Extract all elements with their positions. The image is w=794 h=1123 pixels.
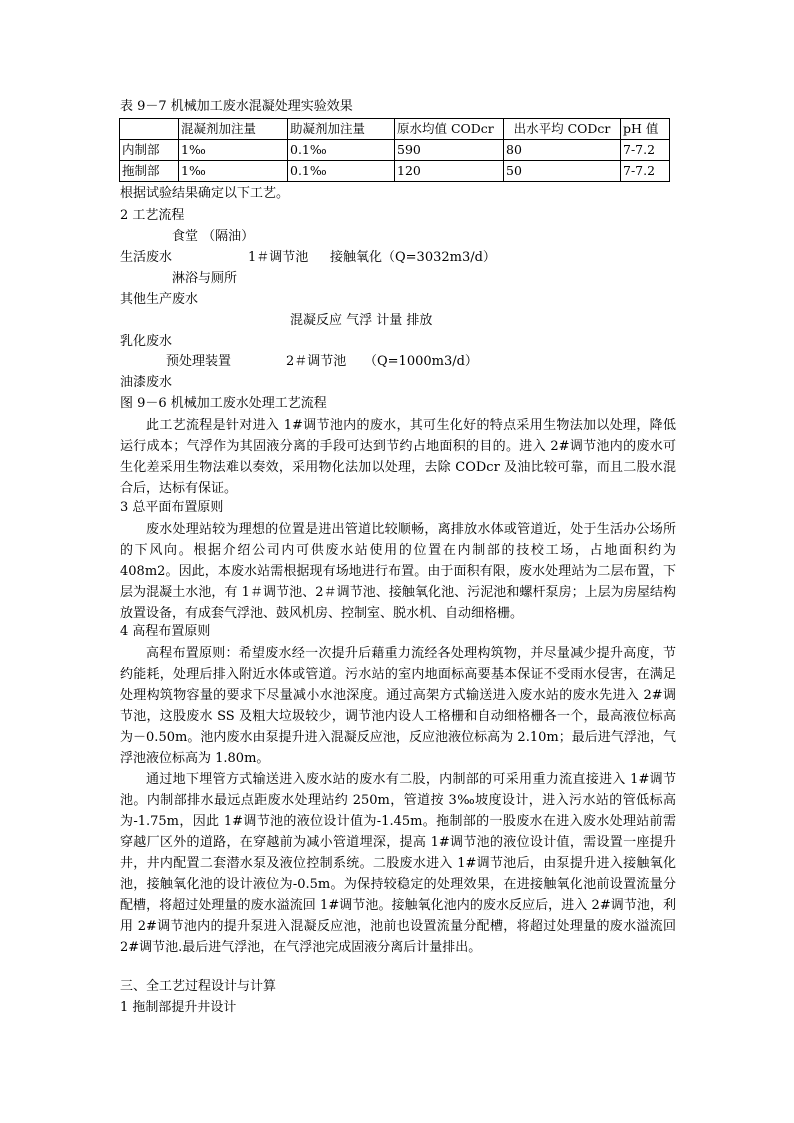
table-cell: 0.1‰	[288, 161, 395, 182]
table-cell: 120	[395, 161, 504, 182]
flow-tank-2: 2＃调节池	[286, 354, 347, 369]
flow-tank-1: 1＃调节池	[248, 250, 309, 265]
table-header-row	[120, 119, 670, 140]
table-header-cell	[120, 119, 179, 140]
flow-contact-oxidation: 接触氧化（Q=3032m3/d）	[330, 250, 496, 265]
flow-other-wastewater: 其他生产废水	[120, 292, 199, 307]
subsection-1-title: 1 拖制部提升井设计	[120, 1000, 237, 1015]
flow-rate-2: （Q=1000m3/d）	[364, 354, 478, 369]
paragraph-layout: 废水处理站较为理想的位置是进出管道比较顺畅，离排放水体或管道近，处于生活办公场所的下风向。根据介绍公司内可供废水站使用的位置在内制部的技校工场，占地面积约为 408m2。因此，本废水站需根据现有场地进行布置。由于面积有限，废水处理站为二层布置，下层为混凝土水池，有 1＃调节池、2＃调节池、接触氧化池、污泥池和螺杆泵房；上层为房屋结构放置设备，有成套气浮池、鼓风机房、控制室、脱水机、自动细格栅。	[120, 522, 676, 621]
part-3-title: 三、全工艺过程设计与计算	[120, 979, 277, 994]
table-caption: 表 9－7 机械加工废水混凝处理实验效果	[120, 99, 353, 114]
paragraph-pipelines: 通过地下埋管方式输送进入废水站的废水有二股，内制部的可采用重力流直接进入 1#调节池。内制部排水最远点距废水处理站约 250m，管道按 3‰坡度设计，进入污水站的管低标高为-1.75m，因此 1#调节池的液位设计值为-1.45m。拖制部的一股废水在进入废水处理站前需穿越厂区外的道路，在穿越前为减小管道埋深，提高 1#调节池的液位设计值，需设置一座提升井，井内配置二套潜水泵及液位控制系统。二股废水进入 1#调节池后，由泵提升进入接触氧化池，接触氧化池的设计液位为-0.5m。为保持较稳定的处理效果，在进接触氧化池前设置流量分配槽，将超过处理量的废水溢流回 1#调节池。接触氧化池内的废水反应后，进入 2#调节池，利用 2#调节池内的提升泵进入混凝反应池，池前也设置流量分配槽，将超过处理量的废水溢流回 2#调节池.最后进气浮池，在气浮池完成固液分离后计量排出。	[120, 772, 676, 955]
section-3-title: 3 总平面布置原则	[120, 500, 224, 515]
flow-emulsion-wastewater: 乳化废水	[120, 334, 173, 349]
section-4-title: 4 高程布置原则	[120, 624, 211, 639]
flow-treatment-chain: 混凝反应 气浮 计量 排放	[290, 313, 433, 328]
paragraph-elevation: 高程布置原则：希望废水经一次提升后藉重力流经各处理构筑物，并尽量减少提升高度，节约能耗，处理后排入附近水体或管道。污水站的室内地面标高要基本保证不受雨水侵害，在满足处理构筑物容量的要求下尽量减小水池深度。通过高架方式输送进入废水站的废水先进入 2#调节池，这股废水 SS 及粗大垃圾较少，调节池内设人工格栅和自动细格栅各一个，最高液位标高为－0.50m。池内废水由泵提升进入混凝反应池，反应池液位标高为 2.10m；最后进气浮池，气浮池液位标高为 1.80m。	[120, 646, 676, 766]
figure-caption: 图 9－6 机械加工废水处理工艺流程	[120, 396, 327, 411]
table-header-cell: 出水平均 CODcr	[504, 119, 621, 140]
flow-bath-toilet: 淋浴与厕所	[172, 271, 238, 286]
results-table	[119, 118, 670, 182]
table-row	[120, 161, 670, 182]
table-cell: 80	[504, 140, 621, 161]
table-cell: 7-7.2	[621, 161, 670, 182]
flow-canteen: 食堂 （隔油）	[172, 229, 255, 244]
table-cell: 590	[395, 140, 504, 161]
table-header-cell: 原水均值 CODcr	[395, 119, 504, 140]
table-cell: 拖制部	[120, 161, 179, 182]
table-cell: 1‰	[179, 161, 288, 182]
table-cell: 内制部	[120, 140, 179, 161]
table-header-cell: pH 值	[621, 119, 670, 140]
flow-paint-wastewater: 油漆废水	[120, 375, 173, 390]
paragraph-process: 此工艺流程是针对进入 1#调节池内的废水，其可生化好的特点采用生物法加以处理，降低运行成本；气浮作为其固液分离的手段可达到节约占地面积的目的。进入 2#调节池内的废水可生化差采用生物法难以奏效，采用物化法加以处理，去除 CODcr 及油比较可靠，而且二股水混合后，达标有保证。	[120, 418, 676, 496]
section-2-title: 2 工艺流程	[120, 208, 185, 223]
table-row	[120, 140, 670, 161]
table-header-cell: 混凝剂加注量	[179, 119, 288, 140]
flow-pretreatment: 预处理装置	[166, 354, 232, 369]
table-header-cell: 助凝剂加注量	[288, 119, 395, 140]
table-note: 根据试验结果确定以下工艺。	[120, 186, 290, 201]
table-cell: 50	[504, 161, 621, 182]
table-cell: 7-7.2	[621, 140, 670, 161]
table-cell: 0.1‰	[288, 140, 395, 161]
flow-domestic-wastewater: 生活废水	[120, 250, 173, 265]
table-cell: 1‰	[179, 140, 288, 161]
